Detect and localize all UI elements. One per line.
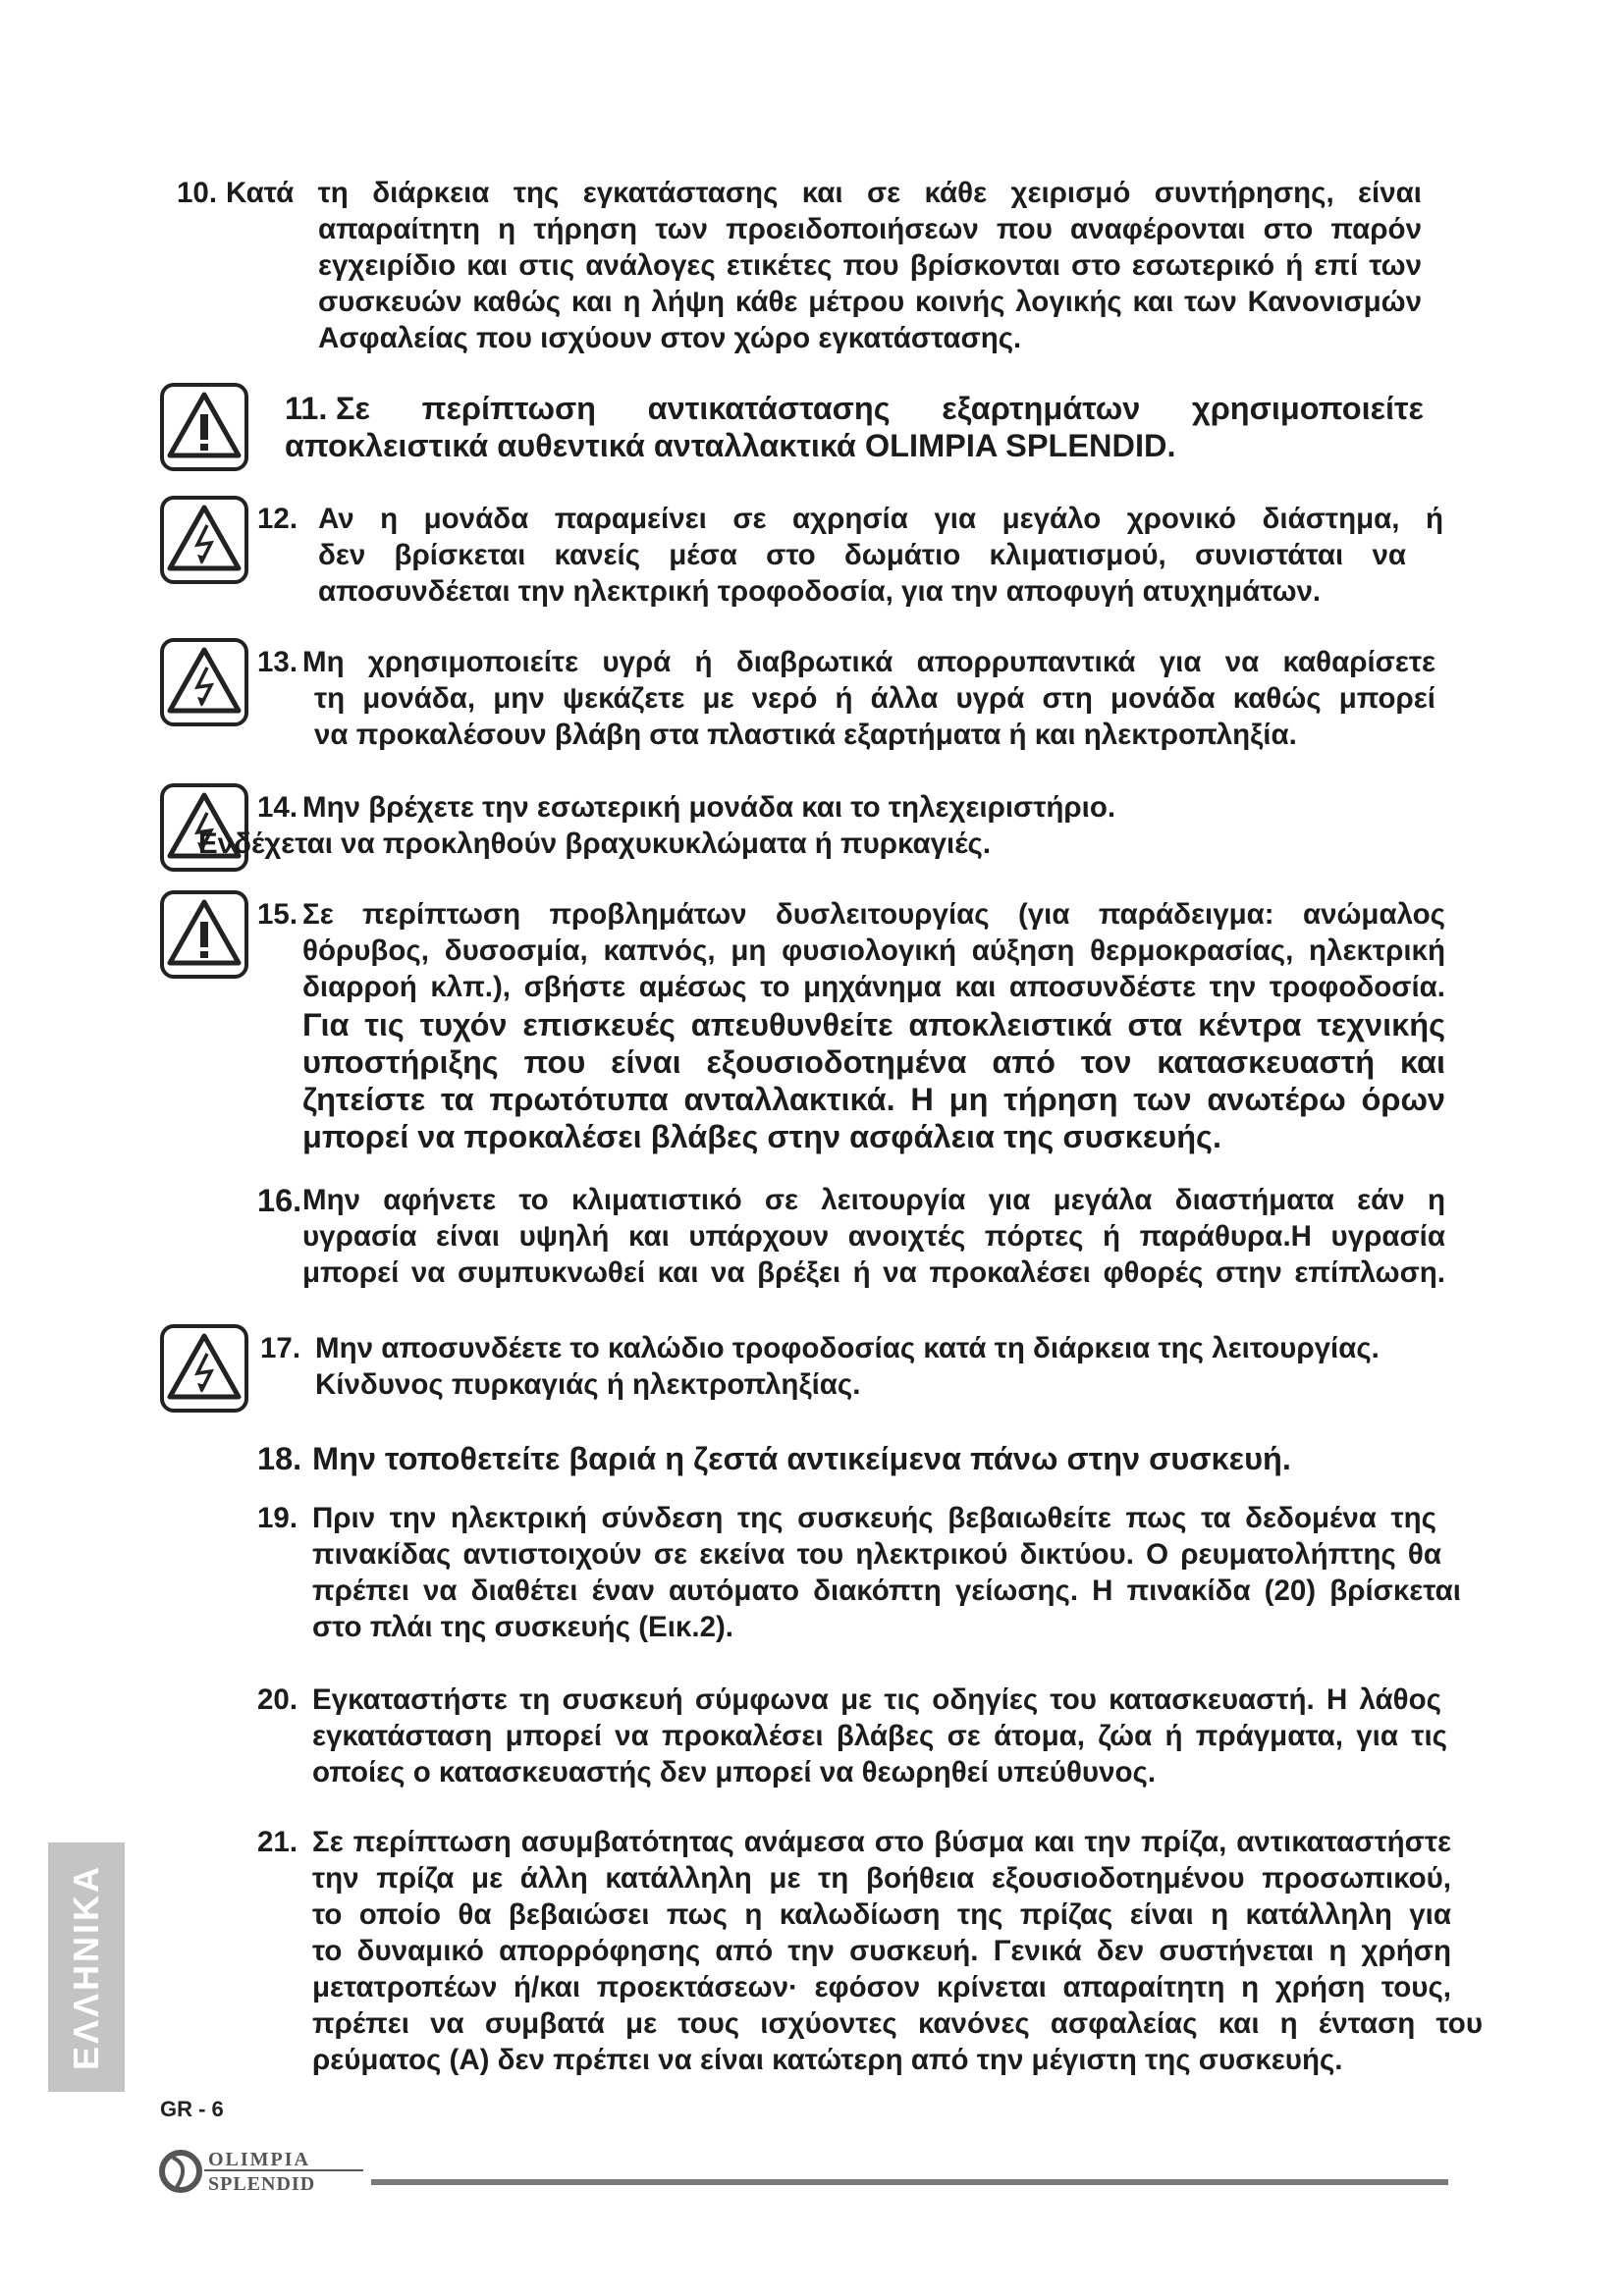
item-line: υγρασία είναι υψηλή και υπάρχουν ανοιχτές πόρτες ή παράθυρα.Η υγρασία xyxy=(302,1220,1445,1253)
item-number: 20. xyxy=(257,1683,298,1716)
item-line: Μη χρησιμοποιείτε υγρά ή διαβρωτικά απορρυπαντικά για να καθαρίσετε xyxy=(302,646,1435,678)
item-line: Σε περίπτωση ασυμβατότητας ανάμεσα στο βύσμα και την πρίζα, αντικαταστήστε xyxy=(312,1826,1451,1858)
item-line: πρέπει να συμβατά με τους ισχύοντες κανόνες ασφαλείας και η ένταση του xyxy=(312,2007,1483,2040)
item-15 xyxy=(257,896,1445,1155)
item-11 xyxy=(285,390,1424,464)
item-line: Μην βρέχετε την εσωτερική μονάδα και το τηλεχειριστήριο. xyxy=(302,791,1116,824)
logo-line1: OLIMPIA xyxy=(208,2149,310,2170)
item-number: 19. xyxy=(257,1502,298,1534)
item-line: διαρροή κλπ.), σβήστε αμέσως το μηχάνημα και αποσυνδέστε την τροφοδοσία. xyxy=(302,971,1445,1003)
item-line: εγκατάσταση μπορεί να προκαλέσει βλάβες σε άτομα, ζώα ή πράγματα, για τις xyxy=(312,1720,1447,1752)
item-number: 16. xyxy=(257,1183,302,1218)
item-number: 18. xyxy=(257,1441,302,1476)
item-16 xyxy=(257,1182,1445,1291)
item-line: στο πλάι της συσκευής (Εικ.2). xyxy=(312,1611,734,1643)
item-line: αποκλειστικά αυθεντικά ανταλλακτικά OLIMPIA SPLENDID. xyxy=(285,428,1176,463)
item-14 xyxy=(198,789,1239,862)
warning-icon xyxy=(160,890,248,979)
item-line: ρεύματος (A) δεν πρέπει να είναι κατώτερη από την μέγιστη της συσκευής. xyxy=(312,2044,1343,2076)
item-line: πρέπει να διαθέτει έναν αυτόματο διακόπτη γείωσης. Η πινακίδα (20) βρίσκεται xyxy=(312,1575,1461,1607)
item-line: το οποίο θα βεβαιώσει πως η καλωδίωση της πρίζας είναι η κατάλληλη για xyxy=(312,1898,1451,1931)
olimpia-splendid-logo xyxy=(157,2142,368,2197)
item-20 xyxy=(257,1682,1455,1790)
item-12 xyxy=(257,501,1443,610)
item-line: να προκαλέσουν βλάβη στα πλαστικά εξαρτήματα ή και ηλεκτροπληξία. xyxy=(314,719,1297,751)
item-19 xyxy=(257,1500,1461,1645)
item-13 xyxy=(257,644,1435,753)
item-line: Μην τοποθετείτε βαριά η ζεστά αντικείμενα πάνω στην συσκευή. xyxy=(312,1441,1291,1476)
item-line: εγχειρίδιο και στις ανάλογες ετικέτες που βρίσκονται στο εσωτερικό ή επί των xyxy=(318,249,1422,282)
footer-rule xyxy=(371,2179,1448,2185)
warning-icon xyxy=(160,383,248,471)
item-line: οποίες ο κατασκευαστής δεν μπορεί να θεωρηθεί υπεύθυνος. xyxy=(312,1756,1157,1789)
item-number: 15. xyxy=(257,898,298,931)
item-line: αποσυνδέεται την ηλεκτρική τροφοδοσία, για την αποφυγή ατυχημάτων. xyxy=(318,575,1322,608)
item-number: 14. xyxy=(257,791,298,824)
item-number: 11. xyxy=(285,391,328,426)
item-line: το δυναμικό απορρόφησης από την συσκευή. Γενικά δεν συστήνεται η χρήση xyxy=(312,1935,1451,1967)
item-line: θόρυβος, δυσοσμία, καπνός, μη φυσιολογική αύξηση θερμοκρασίας, ηλεκτρική xyxy=(302,934,1445,967)
item-line: ζητείστε τα πρωτότυπα ανταλλακτικά. Η μη τήρηση των ανωτέρω όρων xyxy=(302,1082,1445,1117)
item-number: 12. xyxy=(257,503,298,535)
item-number: 21. xyxy=(257,1826,298,1858)
item-line: Ασφαλείας που ισχύουν στον χώρο εγκατάστασης. xyxy=(318,322,1022,354)
item-number: 13. xyxy=(257,646,298,678)
item-line: πινακίδας αντιστοιχούν σε εκείνα του ηλεκτρικού δικτύου. Ο ρευματολήπτης θα xyxy=(312,1538,1441,1571)
language-label: ΕΛΛΗΝΙΚΑ xyxy=(66,1863,106,2071)
item-number: 10. xyxy=(177,177,218,209)
item-line: Εγκαταστήστε τη συσκευή σύμφωνα με τις οδηγίες του κατασκευαστή. Η λάθος xyxy=(312,1683,1441,1716)
item-18 xyxy=(257,1440,1435,1477)
item-line: Κίνδυνος πυρκαγιάς ή ηλεκτροπληξίας. xyxy=(315,1368,861,1401)
item-line: την πρίζα με άλλη κατάλληλη με τη βοήθεια εξουσιοδοτημένου προσωπικού, xyxy=(312,1862,1451,1895)
item-line: μπορεί να συμπυκνωθεί και να βρέξει ή να προκαλέσει φθορές στην επίπλωση. xyxy=(302,1256,1445,1289)
item-line: Για τις τυχόν επισκευές απευθυνθείτε αποκλειστικά στα κέντρα τεχνικής xyxy=(302,1007,1445,1042)
item-line: Αν η μονάδα παραμείνει σε αχρησία για μεγάλο χρονικό διάστημα, ή xyxy=(318,503,1443,535)
item-line: Σε περίπτωση αντικατάστασης εξαρτημάτων χρησιμοποιείτε xyxy=(336,391,1424,426)
electric-shock-warning-icon xyxy=(160,496,248,584)
item-line: Κατά τη διάρκεια της εγκατάστασης και σε κάθε χειρισμό συντήρησης, είναι xyxy=(226,177,1422,209)
item-line: μπορεί να προκαλέσει βλάβες στην ασφάλεια της συσκευής. xyxy=(302,1119,1221,1154)
item-line: συσκευών καθώς και η λήψη κάθε μέτρου κοινής λογικής και των Κανονισμών xyxy=(318,286,1422,318)
item-line: Ενδέχεται να προκληθούν βραχυκυκλώματα ή πυρκαγιές. xyxy=(198,828,992,860)
item-10 xyxy=(177,175,1422,356)
item-line: δεν βρίσκεται κανείς μέσα στο δωμάτιο κλιματισμού, συνιστάται να xyxy=(318,539,1406,571)
item-21 xyxy=(257,1824,1483,2078)
item-line: Σε περίπτωση προβλημάτων δυσλειτουργίας (για παράδειγμα: ανώμαλος xyxy=(302,898,1445,931)
logo-line2: SPLENDID xyxy=(208,2173,316,2195)
item-line: απαραίτητη η τήρηση των προειδοποιήσεων που αναφέρονται στο παρόν xyxy=(318,213,1422,245)
page-number: GR - 6 xyxy=(160,2097,224,2121)
item-line: Μην αφήνετε το κλιματιστικό σε λειτουργία για μεγάλα διαστήματα εάν η xyxy=(302,1184,1445,1216)
electric-shock-warning-icon xyxy=(160,638,248,726)
item-line: Πριν την ηλεκτρική σύνδεση της συσκευής βεβαιωθείτε πως τα δεδομένα της xyxy=(312,1502,1436,1534)
item-17 xyxy=(260,1330,1438,1403)
item-line: υποστήριξης που είναι εξουσιοδοτημένα από τον κατασκευαστή και xyxy=(302,1044,1445,1080)
electric-shock-warning-icon xyxy=(160,1324,248,1413)
language-side-tab xyxy=(48,1842,125,2092)
item-line: τη μονάδα, μην ψεκάζετε με νερό ή άλλα υγρά στη μονάδα καθώς μπορεί xyxy=(314,682,1435,715)
item-line: μετατροπέων ή/και προεκτάσεων· εφόσον κρίνεται απαραίτητη η χρήση τους, xyxy=(312,1971,1451,2003)
item-number: 17. xyxy=(260,1332,301,1364)
item-line: Μην αποσυνδέετε το καλώδιο τροφοδοσίας κατά τη διάρκεια της λειτουργίας. xyxy=(315,1332,1380,1364)
